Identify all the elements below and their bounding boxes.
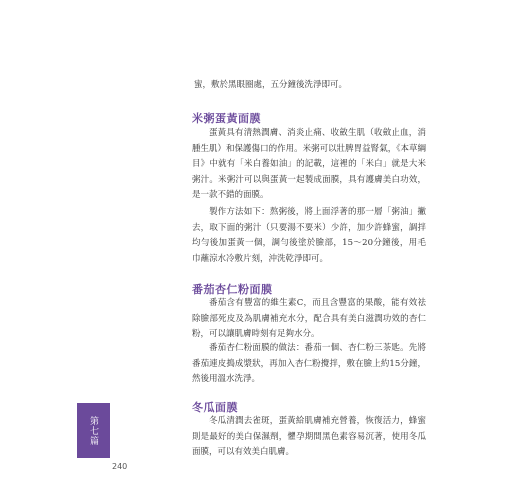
section-paragraph: 製作方法如下：熬粥後，將上面浮著的那一層「粥油」撇去，取下面的粥汁（只要湯不要米）少許，加少許蜂蜜，調拌均勻後加蛋黃一個，調勻後塗於臉部，15～20分鐘後，用毛巾蘸涼水冷敷片刻，沖洗乾淨即可。 (192, 207, 426, 264)
section-paragraph: 蛋黃具有清熱潤膚、消炎止痛、收斂生肌（收斂止血，消腫生肌）和保護傷口的作用。米粥可以壯脾胃益腎氣，《本草綱目》中就有「米白養如油」的記載，這裡的「米白」就是大米粥汁。米粥汁可以與蛋黃一起製成面膜，具有護膚美白功效，是一款不錯的面膜。 (192, 128, 426, 200)
chapter-tab (77, 403, 110, 458)
section-paragraph: 番茄含有豐富的維生素C，而且含豐富的果酸，能有效祛除臉部死皮及為肌膚補充水分，配合具有美白滋潤功效的杏仁粉，可以讓肌膚時刻有足夠水分。 (192, 298, 426, 339)
section-title-tomato-almond-mask: 番茄杏仁粉面膜 (192, 283, 273, 296)
intro-text: 蜜，敷於黑眼圈處，五分鐘後洗淨即可。 (194, 80, 348, 90)
chapter-tab-label: 第七篇 (88, 415, 98, 446)
page-number: 240 (112, 462, 128, 471)
section-paragraph: 冬瓜清潤去雀斑，蛋黃給肌膚補充營養，恢復活力，蜂蜜則是最好的美白保濕劑，懼孕期間黑色素容易沉著，使用冬瓜面膜，可以有效美白肌膚。 (192, 416, 426, 457)
section-title-rice-porridge-egg-yolk-mask: 米粥蛋黃面膜 (192, 112, 261, 125)
section-paragraph: 番茄杏仁粉面膜的做法：番茄一個、杏仁粉三茶匙。先將番茄連皮搗成漿狀，再加入杏仁粉攪拌，敷在臉上約15分鐘，然後用溫水洗淨。 (192, 343, 426, 384)
section-title-winter-melon-mask: 冬瓜面膜 (192, 401, 238, 414)
